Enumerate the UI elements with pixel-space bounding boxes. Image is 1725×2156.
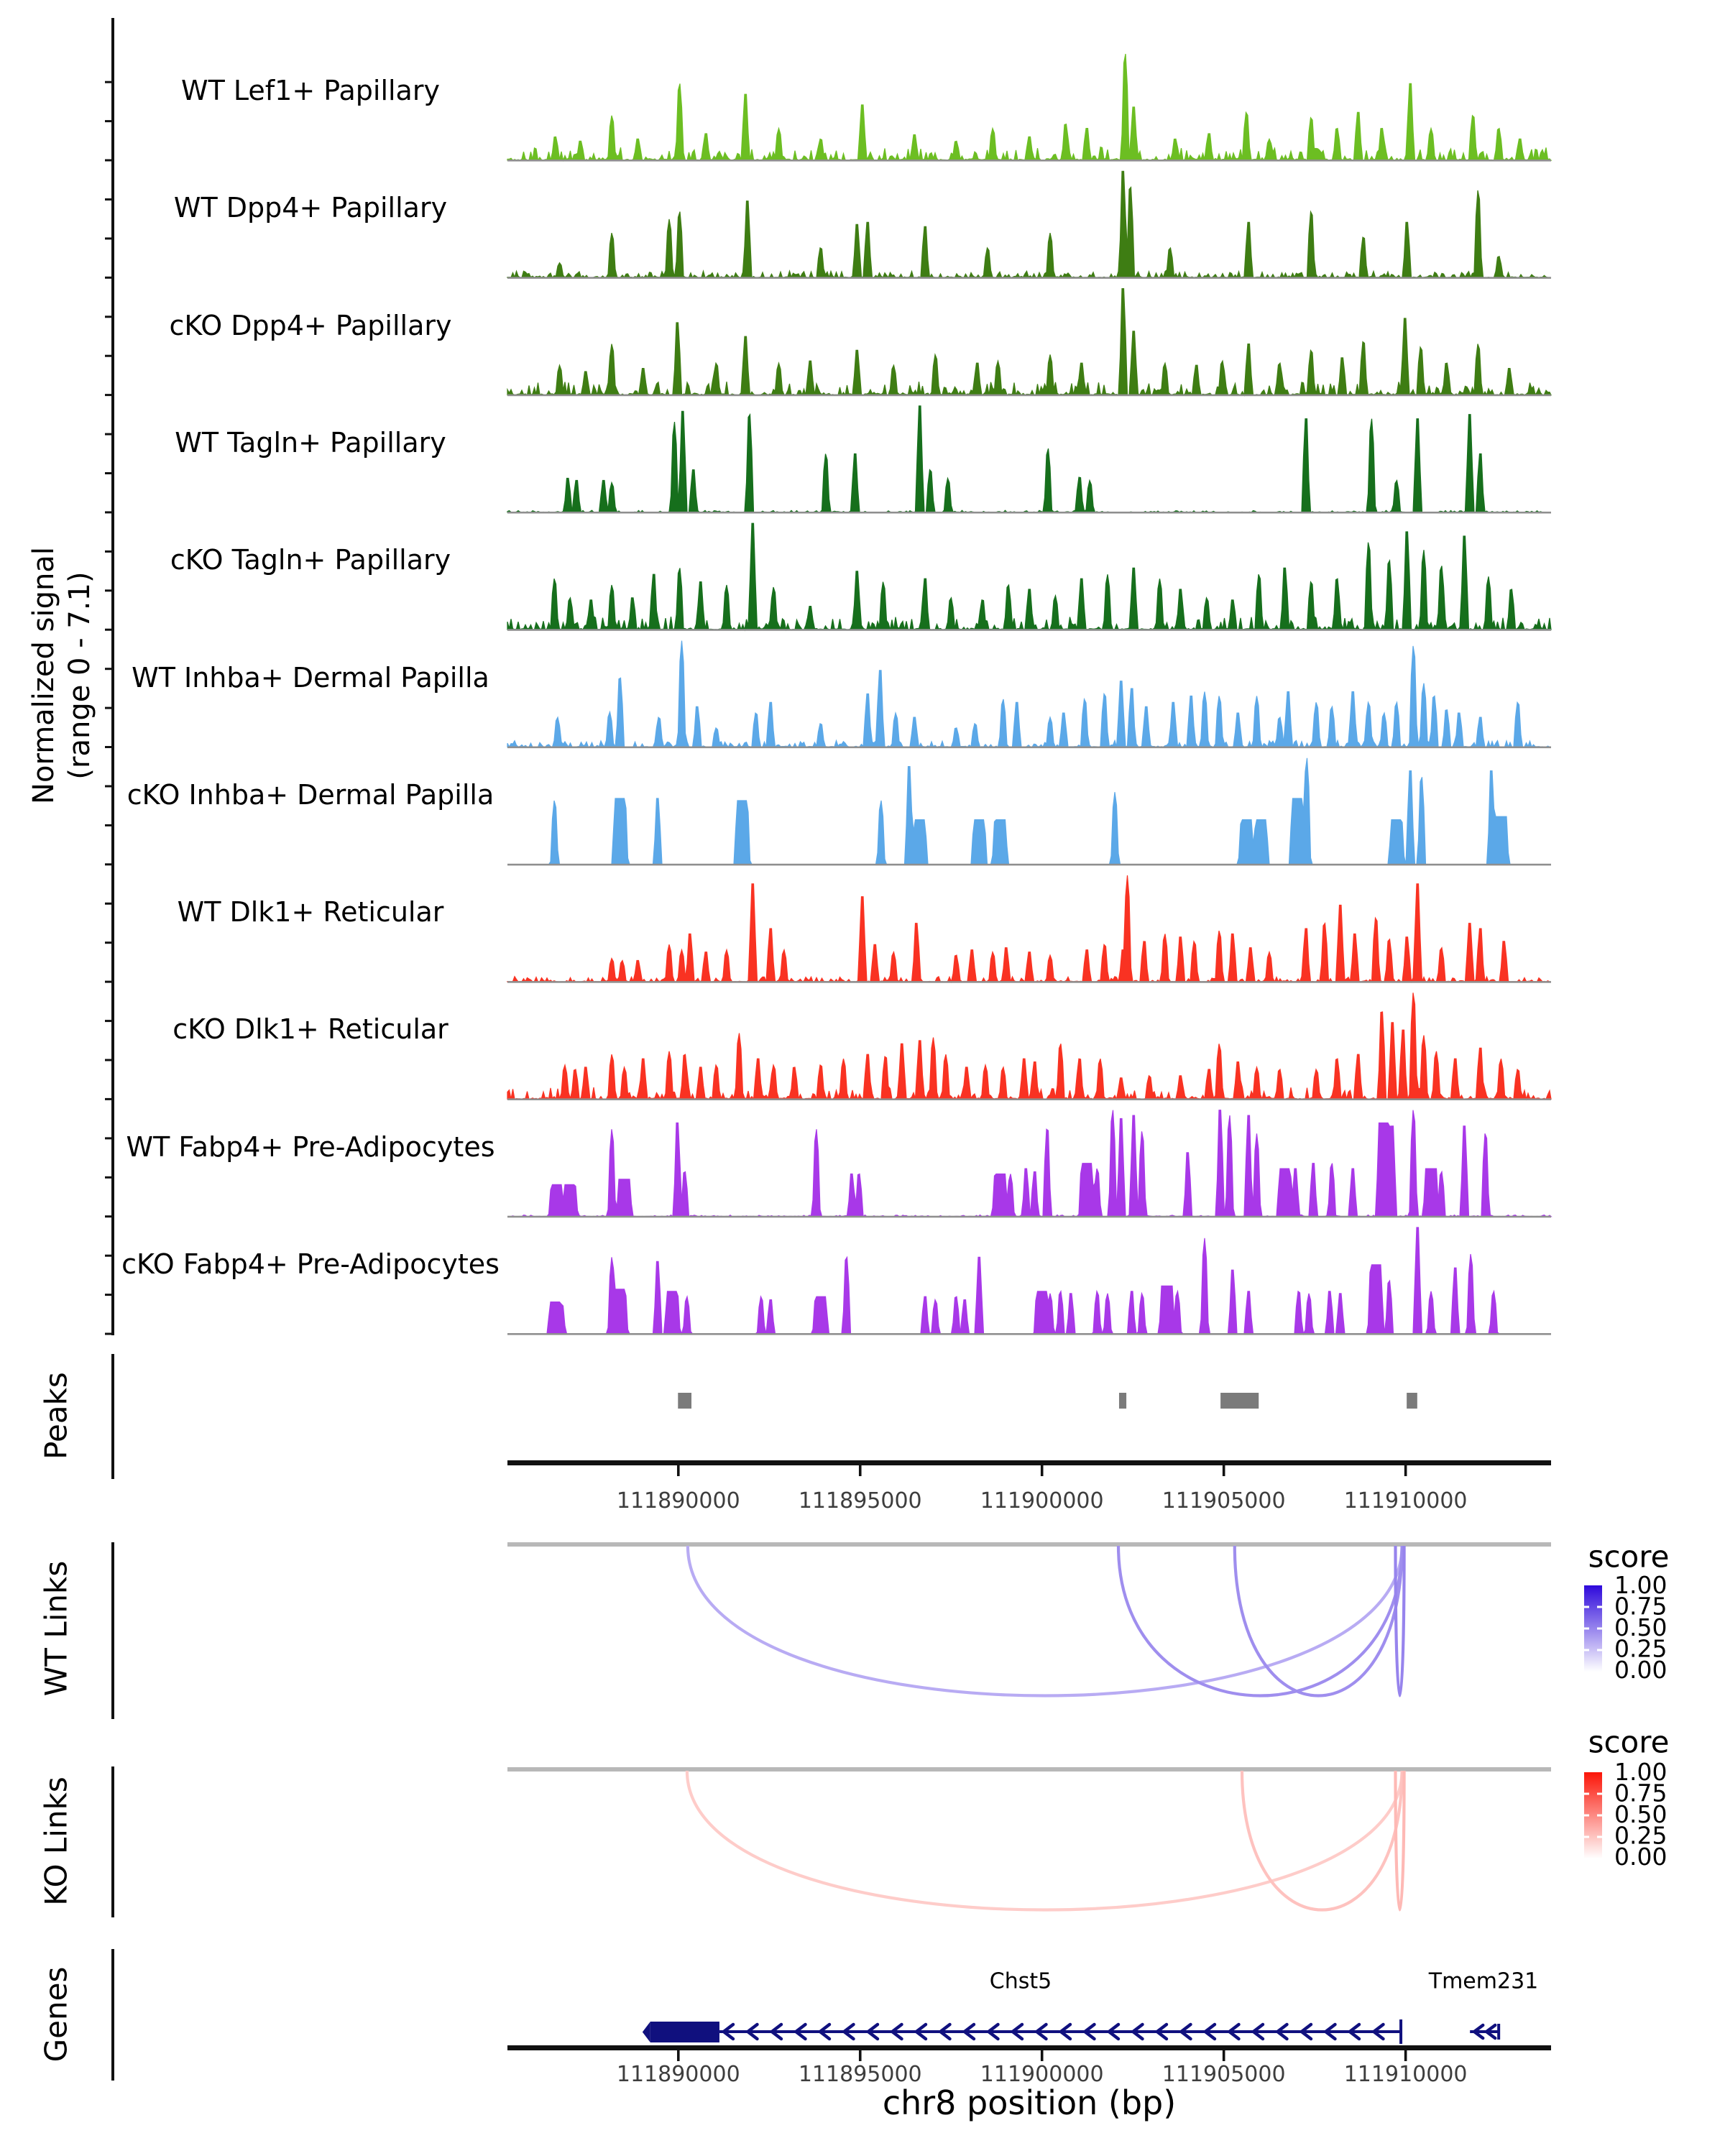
track-baseline <box>507 981 1551 983</box>
signal-axis-tick <box>105 1215 113 1217</box>
track-baseline <box>507 512 1551 514</box>
signal-axis-tick <box>105 160 113 162</box>
signal-axis-tick <box>105 589 113 591</box>
track-baseline <box>507 1333 1551 1335</box>
track-baseline <box>507 1216 1551 1218</box>
signal-axis-tick <box>105 511 113 513</box>
track-baseline <box>507 629 1551 631</box>
colorbar-tick-label: 0.25 <box>1614 1821 1668 1850</box>
colorbar-tick-label: 0.75 <box>1614 1779 1668 1807</box>
track-label-11: cKO Fabp4+ Pre-Adipocytes <box>121 1248 500 1280</box>
genes-axis-bar <box>111 1949 114 2081</box>
colorbar-tick-mark <box>1597 1793 1602 1795</box>
signal-axis-tick <box>105 786 113 788</box>
signal-area-3 <box>507 289 1551 395</box>
track-baseline <box>507 395 1551 397</box>
peaks-section-label: Peaks <box>38 1372 74 1460</box>
x-axis-tick <box>859 2050 862 2061</box>
signal-axis-tick <box>105 1176 113 1179</box>
peak-interval <box>1220 1393 1259 1409</box>
signal-axis-tick <box>105 1294 113 1296</box>
track-label-5: cKO Tagln+ Papillary <box>170 544 451 576</box>
signal-area-11 <box>507 1227 1551 1334</box>
signal-area-4 <box>507 406 1551 512</box>
colorbar-tick-mark <box>1584 1649 1589 1651</box>
signal-axis-tick <box>105 198 113 201</box>
colorbar-tick-label: 0.50 <box>1614 1800 1668 1828</box>
signal-axis-tick <box>105 668 113 670</box>
x-axis-tick <box>1404 2050 1407 2061</box>
colorbar-tick-label: 0.75 <box>1614 1592 1668 1621</box>
signal-axis-tick <box>105 863 113 865</box>
genes-section-label: Genes <box>38 1966 74 2063</box>
x-tick-label: 111910000 <box>1343 1488 1468 1514</box>
signal-axis-tick <box>105 981 113 983</box>
x-axis-tick <box>1404 1465 1407 1476</box>
wt-links-axis-bar <box>111 1542 114 1719</box>
colorbar-tick-label: 0.25 <box>1614 1634 1668 1663</box>
x-axis-title: chr8 position (bp) <box>882 2083 1177 2122</box>
colorbar-tick-mark <box>1584 1628 1589 1630</box>
peak-interval <box>678 1393 691 1409</box>
signal-axis-tick <box>105 394 113 396</box>
gene-tss-bar-chst5 <box>1399 2019 1402 2044</box>
link-arc <box>688 1546 1402 1696</box>
track-baseline <box>507 747 1551 749</box>
peaks-axis-bar <box>111 1354 114 1479</box>
gene-label-tmem231: Tmem231 <box>1428 1968 1539 1994</box>
x-axis-tick <box>1223 1465 1225 1476</box>
track-baseline <box>507 277 1551 279</box>
track-baseline <box>507 864 1551 866</box>
signal-axis-tick <box>105 746 113 748</box>
track-label-4: WT Tagln+ Papillary <box>175 426 446 459</box>
peak-interval <box>1407 1393 1417 1409</box>
gene-exon-chst5 <box>650 2022 719 2042</box>
x-tick-label: 111895000 <box>798 2062 922 2087</box>
link-arc <box>1242 1771 1402 1910</box>
colorbar-tick-label: 1.00 <box>1614 1571 1668 1599</box>
peak-interval <box>1119 1393 1126 1409</box>
signal-area-2 <box>507 171 1551 277</box>
signal-axis-tick <box>105 472 113 474</box>
signal-axis-tick <box>105 433 113 436</box>
colorbar-tick-mark <box>1597 1649 1602 1651</box>
track-label-7: cKO Inhba+ Dermal Papilla <box>126 778 494 811</box>
colorbar-tick-mark <box>1584 1606 1589 1608</box>
x-tick-label: 111895000 <box>798 1488 922 1514</box>
x-tick-label: 111910000 <box>1343 2062 1468 2087</box>
signal-axis-tick <box>105 1255 113 1257</box>
track-label-1: WT Lef1+ Papillary <box>181 75 440 106</box>
x-tick-label: 111905000 <box>1162 2062 1286 2087</box>
signal-area-8 <box>507 875 1551 982</box>
signal-axis-tick <box>105 1333 113 1335</box>
x-axis-tick <box>859 1465 862 1476</box>
x-tick-label: 111890000 <box>616 2062 740 2087</box>
x-axis-line <box>507 2045 1551 2050</box>
colorbar-tick-label: 1.00 <box>1614 1758 1668 1786</box>
link-arc <box>687 1771 1402 1910</box>
x-axis-tick <box>1223 2050 1225 2061</box>
colorbar-tick-mark <box>1584 1836 1589 1838</box>
signal-axis-tick <box>105 1098 113 1100</box>
x-tick-label: 111905000 <box>1162 1488 1286 1514</box>
colorbar-tick-mark <box>1584 1793 1589 1795</box>
colorbar-tick-label: 0.00 <box>1614 1843 1668 1871</box>
gene-exon-left-tip <box>643 2022 650 2042</box>
track-baseline <box>507 1098 1551 1100</box>
signal-axis-tick <box>105 277 113 279</box>
signal-axis-tick <box>105 1020 113 1022</box>
signal-axis-tick <box>105 1137 113 1139</box>
track-label-6: WT Inhba+ Dermal Papilla <box>132 661 489 694</box>
wt-links-section-label: WT Links <box>38 1560 74 1697</box>
colorbar-tick-label: 0.50 <box>1614 1613 1668 1641</box>
colorbar-tick-label: 0.00 <box>1614 1656 1668 1684</box>
signal-area-10 <box>507 1110 1551 1217</box>
signal-axis-tick <box>105 903 113 905</box>
y-axis-label-line1: Normalized signal <box>27 547 60 804</box>
signal-axis-tick <box>105 629 113 631</box>
ko-links-axis-bar <box>111 1766 114 1917</box>
signal-axis-tick <box>105 315 113 318</box>
x-axis-tick <box>1041 2050 1044 2061</box>
signal-axis-tick <box>105 550 113 553</box>
signal-area-9 <box>507 992 1551 1099</box>
signal-axis-tick <box>105 237 113 239</box>
x-axis-tick <box>677 2050 680 2061</box>
gene-tss-bar-tmem231 <box>1497 2024 1500 2040</box>
track-label-10: WT Fabp4+ Pre-Adipocytes <box>126 1130 495 1163</box>
x-axis-tick <box>1041 1465 1044 1476</box>
y-axis-label <box>26 547 98 804</box>
link-arc <box>1235 1546 1402 1696</box>
x-tick-label: 111890000 <box>616 1488 740 1514</box>
signal-axis-tick <box>105 941 113 944</box>
colorbar-tick-mark <box>1584 1815 1589 1817</box>
track-baseline <box>507 160 1551 162</box>
signal-area-1 <box>507 54 1551 160</box>
ko-links-section-label: KO Links <box>38 1777 74 1906</box>
wt-score-legend-title: score <box>1588 1539 1670 1575</box>
x-axis-tick <box>677 1465 680 1476</box>
x-axis-line <box>507 1460 1551 1465</box>
track-label-8: WT Dlk1+ Reticular <box>177 896 444 929</box>
signal-axis-tick <box>105 824 113 826</box>
x-tick-label: 111900000 <box>980 2062 1104 2087</box>
signal-area-5 <box>507 523 1551 630</box>
gene-label-chst5: Chst5 <box>989 1968 1052 1994</box>
track-label-3: cKO Dpp4+ Papillary <box>169 309 452 341</box>
y-axis-label-line2: (range 0 - 7.1) <box>63 571 96 780</box>
track-label-9: cKO Dlk1+ Reticular <box>172 1013 448 1046</box>
signal-axis-tick <box>105 707 113 709</box>
signal-area-7 <box>507 758 1551 865</box>
signal-axis-tick <box>105 81 113 83</box>
colorbar-tick-mark <box>1597 1606 1602 1608</box>
track-label-2: WT Dpp4+ Papillary <box>173 192 448 224</box>
x-tick-label: 111900000 <box>980 1488 1104 1514</box>
signal-area-6 <box>507 641 1551 747</box>
signal-axis-tick <box>105 1059 113 1061</box>
signal-axis-tick <box>105 120 113 122</box>
ko-score-legend-title: score <box>1588 1724 1670 1760</box>
colorbar-tick-mark <box>1597 1628 1602 1630</box>
signal-axis-tick <box>105 355 113 357</box>
colorbar-tick-mark <box>1597 1836 1602 1838</box>
colorbar-tick-mark <box>1597 1815 1602 1817</box>
